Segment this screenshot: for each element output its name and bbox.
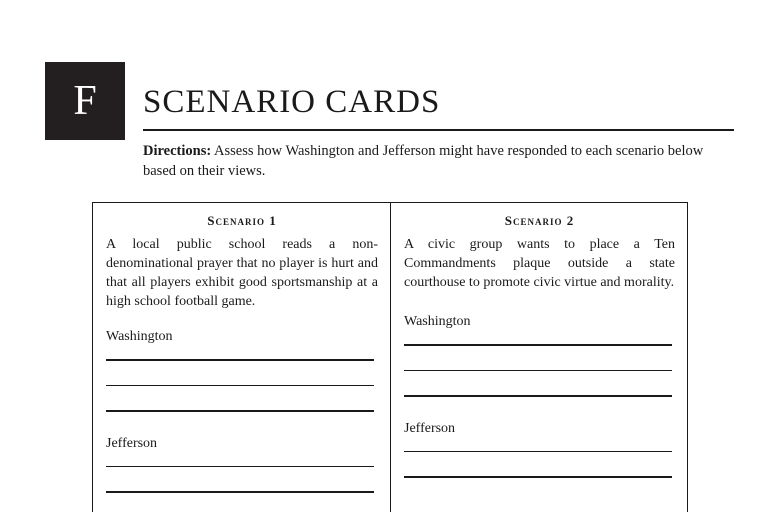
scenario-table (92, 202, 688, 512)
scenario-card-2 (390, 203, 687, 512)
directions (143, 141, 718, 181)
washington-label: Washington (106, 329, 173, 344)
directions-text: Assess how Washington and Jefferson might have responded to each scenario below based on their views. (143, 143, 704, 179)
section-letter-badge (45, 62, 125, 140)
answer-line (404, 395, 672, 397)
jefferson-answer-lines (106, 466, 378, 493)
answer-line (106, 359, 374, 361)
jefferson-label: Jefferson (404, 420, 456, 436)
scenario-text: A local public school reads a non-denominational prayer that no player is hurt and that all players exhibit good sportsmanship at a high school football game. (106, 237, 378, 309)
washington-label: Washington (404, 314, 471, 329)
section-letter: F (73, 78, 97, 124)
washington-answer-lines (106, 359, 378, 412)
scenario-text: A civic group wants to place a Ten Commandments plaque outside a state courthouse to promote civic virtue and morality. (404, 237, 675, 290)
answer-line (404, 370, 672, 372)
answer-line (106, 410, 374, 412)
answer-line (106, 385, 374, 387)
answer-line (404, 451, 672, 453)
directions-lead: Directions: (143, 143, 212, 159)
washington-answer-lines (404, 344, 675, 397)
answer-line (404, 344, 672, 346)
scenario-heading: Scenario 1 (207, 213, 277, 228)
page-title: SCENARIO CARDS (143, 84, 441, 120)
scenario-card-1 (93, 203, 390, 512)
answer-line (106, 466, 374, 468)
scenario-heading: Scenario 2 (504, 213, 575, 228)
jefferson-answer-lines (404, 451, 675, 478)
jefferson-label: Jefferson (106, 435, 158, 451)
answer-line (106, 491, 374, 493)
title-divider (143, 129, 734, 131)
answer-line (404, 476, 672, 478)
